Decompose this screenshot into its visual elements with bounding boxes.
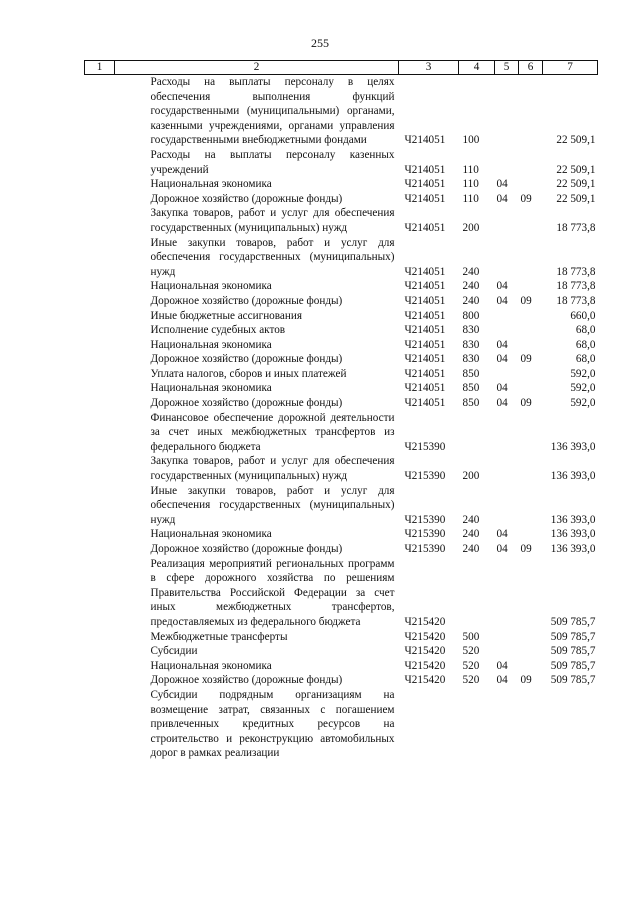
row-section-cell bbox=[495, 323, 519, 338]
column-header-1: 1 bbox=[85, 61, 115, 75]
row-target-code-cell: Ч215390 bbox=[404, 543, 446, 555]
row-expense-type-cell bbox=[459, 688, 495, 761]
row-subsection-cell bbox=[519, 659, 543, 674]
table-row bbox=[85, 673, 598, 688]
row-amount-cell: 18 773,8 bbox=[556, 294, 596, 307]
row-amount-cell: 68,0 bbox=[575, 324, 596, 337]
row-section-cell bbox=[495, 630, 519, 645]
table-body bbox=[85, 75, 598, 761]
row-name-cell: Иные бюджетные ассигнования bbox=[150, 309, 302, 322]
row-section-cell bbox=[495, 206, 519, 235]
row-target-code-cell: Ч214051 bbox=[404, 309, 446, 322]
row-spacer-cell bbox=[85, 630, 115, 645]
table-row bbox=[85, 75, 598, 148]
table-row bbox=[85, 630, 598, 645]
row-target-code-cell: Ч215420 bbox=[404, 674, 446, 687]
row-target-code-cell: Ч214051 bbox=[404, 397, 446, 410]
row-amount-cell: 136 393,0 bbox=[550, 513, 596, 526]
row-expense-type-cell: 240 bbox=[462, 294, 480, 307]
row-section-cell bbox=[495, 557, 519, 630]
row-target-code-cell: Ч215420 bbox=[404, 659, 446, 672]
row-amount-cell: 22 509,1 bbox=[556, 178, 596, 191]
table-row bbox=[85, 294, 598, 309]
row-amount-cell: 18 773,8 bbox=[556, 280, 596, 293]
row-spacer-cell bbox=[85, 294, 115, 309]
row-spacer-cell bbox=[85, 309, 115, 324]
row-spacer-cell bbox=[85, 557, 115, 630]
row-subsection-cell bbox=[519, 236, 543, 280]
row-spacer-cell bbox=[85, 527, 115, 542]
row-target-code-cell: Ч214051 bbox=[404, 265, 446, 278]
table-row bbox=[85, 542, 598, 557]
row-expense-type-cell: 240 bbox=[462, 528, 480, 541]
row-target-code-cell bbox=[399, 688, 459, 761]
row-subsection-cell bbox=[519, 454, 543, 483]
row-subsection-cell bbox=[519, 411, 543, 455]
row-subsection-cell: 09 bbox=[520, 192, 532, 205]
row-name-cell: Дорожное хозяйство (дорожные фонды) bbox=[150, 353, 343, 366]
row-amount-cell: 592,0 bbox=[570, 397, 596, 410]
row-amount-cell: 22 509,1 bbox=[556, 163, 596, 176]
row-target-code-cell: Ч215390 bbox=[404, 440, 446, 453]
row-target-code-cell: Ч214051 bbox=[404, 294, 446, 307]
column-header-7: 7 bbox=[543, 61, 598, 75]
row-name-cell: Национальная экономика bbox=[150, 382, 272, 395]
row-spacer-cell bbox=[85, 192, 115, 207]
row-amount-cell: 136 393,0 bbox=[550, 528, 596, 541]
row-expense-type-cell: 800 bbox=[462, 309, 480, 322]
row-expense-type-cell: 830 bbox=[462, 338, 480, 351]
row-spacer-cell bbox=[85, 323, 115, 338]
row-name-cell: Уплата налогов, сборов и иных платежей bbox=[150, 367, 347, 380]
table-row bbox=[85, 396, 598, 411]
row-section-cell: 04 bbox=[496, 543, 508, 555]
row-target-code-cell: Ч215390 bbox=[404, 513, 446, 526]
row-expense-type-cell: 110 bbox=[462, 178, 479, 191]
row-expense-type-cell: 520 bbox=[462, 645, 480, 658]
row-subsection-cell bbox=[519, 557, 543, 630]
table-row bbox=[85, 236, 598, 280]
row-target-code-cell: Ч214051 bbox=[404, 221, 446, 234]
row-target-code-cell: Ч214051 bbox=[404, 324, 446, 337]
row-expense-type-cell: 520 bbox=[462, 674, 480, 687]
row-subsection-cell bbox=[519, 148, 543, 177]
row-name-cell: Расходы на выплаты персоналу казенных учреждений bbox=[150, 148, 395, 176]
table-row bbox=[85, 411, 598, 455]
row-expense-type-cell: 850 bbox=[462, 367, 480, 380]
column-header-4: 4 bbox=[459, 61, 495, 75]
row-section-cell bbox=[495, 148, 519, 177]
row-expense-type-cell: 200 bbox=[462, 470, 480, 483]
row-subsection-cell bbox=[519, 177, 543, 192]
row-subsection-cell: 09 bbox=[520, 397, 532, 410]
table-row bbox=[85, 279, 598, 294]
row-spacer-cell bbox=[85, 688, 115, 761]
row-section-cell: 04 bbox=[496, 397, 508, 410]
row-spacer-cell bbox=[85, 673, 115, 688]
table-row bbox=[85, 309, 598, 324]
row-amount-cell: 509 785,7 bbox=[550, 659, 596, 672]
row-amount-cell: 22 509,1 bbox=[556, 192, 596, 205]
row-name-cell: Национальная экономика bbox=[150, 338, 272, 351]
row-subsection-cell: 09 bbox=[520, 353, 532, 366]
row-section-cell bbox=[495, 644, 519, 659]
row-target-code-cell: Ч215420 bbox=[404, 615, 446, 628]
row-section-cell bbox=[495, 309, 519, 324]
row-spacer-cell bbox=[85, 177, 115, 192]
row-amount-cell: 68,0 bbox=[575, 353, 596, 366]
row-amount-cell: 136 393,0 bbox=[550, 543, 596, 555]
row-name-cell: Исполнение судебных актов bbox=[150, 324, 286, 337]
row-expense-type-cell: 110 bbox=[462, 163, 479, 176]
row-section-cell bbox=[495, 454, 519, 483]
row-expense-type-cell: 500 bbox=[462, 630, 480, 643]
row-name-cell: Закупка товаров, работ и услуг для обеспечения государственных (муниципальных) нужд bbox=[150, 207, 395, 234]
row-name-cell: Субсидии bbox=[150, 645, 198, 658]
table-row bbox=[85, 557, 598, 630]
row-expense-type-cell: 240 bbox=[462, 513, 480, 526]
row-target-code-cell: Ч215420 bbox=[404, 630, 446, 643]
row-subsection-cell: 09 bbox=[520, 674, 532, 687]
row-target-code-cell: Ч214051 bbox=[404, 338, 446, 351]
row-target-code-cell: Ч214051 bbox=[404, 280, 446, 293]
table-row bbox=[85, 454, 598, 483]
row-expense-type-cell: 520 bbox=[462, 659, 480, 672]
row-subsection-cell bbox=[519, 75, 543, 148]
row-amount-cell: 509 785,7 bbox=[550, 630, 596, 643]
row-name-cell: Национальная экономика bbox=[150, 178, 272, 191]
row-spacer-cell bbox=[85, 206, 115, 235]
row-subsection-cell bbox=[519, 688, 543, 761]
row-name-cell: Национальная экономика bbox=[150, 659, 272, 672]
row-spacer-cell bbox=[85, 454, 115, 483]
row-section-cell bbox=[495, 75, 519, 148]
row-expense-type-cell: 100 bbox=[462, 134, 480, 147]
row-subsection-cell bbox=[519, 279, 543, 294]
row-amount-cell: 592,0 bbox=[570, 382, 596, 395]
row-subsection-cell bbox=[519, 338, 543, 353]
table-row bbox=[85, 527, 598, 542]
row-target-code-cell: Ч214051 bbox=[404, 134, 446, 147]
row-spacer-cell bbox=[85, 148, 115, 177]
row-name-cell: Дорожное хозяйство (дорожные фонды) bbox=[150, 674, 343, 687]
row-subsection-cell bbox=[519, 630, 543, 645]
row-spacer-cell bbox=[85, 542, 115, 557]
table-row bbox=[85, 177, 598, 192]
row-section-cell bbox=[495, 367, 519, 382]
row-amount-cell: 18 773,8 bbox=[556, 221, 596, 234]
row-spacer-cell bbox=[85, 75, 115, 148]
row-subsection-cell bbox=[519, 484, 543, 528]
row-spacer-cell bbox=[85, 367, 115, 382]
row-expense-type-cell: 240 bbox=[462, 543, 480, 555]
row-amount-cell: 18 773,8 bbox=[556, 265, 596, 278]
table-row bbox=[85, 659, 598, 674]
row-expense-type-cell: 200 bbox=[462, 221, 480, 234]
row-target-code-cell: Ч215390 bbox=[404, 470, 446, 483]
row-name-cell: Субсидии подрядным организациям на возмещение затрат, связанных с погашением привлеченных кредитных ресурсов на строительство и реконструкцию автомобильных дорог в рамках реализации bbox=[150, 688, 395, 760]
row-amount-cell: 660,0 bbox=[570, 309, 596, 322]
row-section-cell bbox=[495, 236, 519, 280]
row-section-cell: 04 bbox=[496, 192, 508, 205]
row-name-cell: Дорожное хозяйство (дорожные фонды) bbox=[150, 397, 343, 410]
row-name-cell: Национальная экономика bbox=[150, 280, 272, 293]
row-section-cell: 04 bbox=[496, 353, 508, 366]
row-subsection-cell bbox=[519, 309, 543, 324]
row-section-cell bbox=[495, 484, 519, 528]
row-target-code-cell: Ч215420 bbox=[404, 645, 446, 658]
row-name-cell: Дорожное хозяйство (дорожные фонды) bbox=[150, 192, 343, 205]
row-amount-cell: 136 393,0 bbox=[550, 440, 596, 453]
row-expense-type-cell: 830 bbox=[462, 324, 480, 337]
row-section-cell: 04 bbox=[496, 338, 508, 351]
row-section-cell: 04 bbox=[496, 528, 508, 541]
row-spacer-cell bbox=[85, 236, 115, 280]
row-section-cell: 04 bbox=[496, 280, 508, 293]
page-number: 255 bbox=[311, 36, 329, 50]
row-expense-type-cell: 850 bbox=[462, 382, 480, 395]
table-row bbox=[85, 688, 598, 761]
row-expense-type-cell bbox=[459, 557, 495, 630]
row-name-cell: Закупка товаров, работ и услуг для обеспечения государственных (муниципальных) нужд bbox=[150, 455, 395, 483]
header-row bbox=[85, 61, 598, 75]
row-name-cell: Национальная экономика bbox=[150, 528, 272, 541]
table-row bbox=[85, 338, 598, 353]
column-header-6: 6 bbox=[519, 61, 543, 75]
row-subsection-cell bbox=[519, 367, 543, 382]
table-row bbox=[85, 148, 598, 177]
table-row bbox=[85, 323, 598, 338]
row-name-cell: Иные закупки товаров, работ и услуг для обеспечения государственных (муниципальных) нужд bbox=[150, 484, 395, 526]
row-name-cell: Дорожное хозяйство (дорожные фонды) bbox=[150, 543, 343, 555]
row-spacer-cell bbox=[85, 352, 115, 367]
row-expense-type-cell bbox=[459, 411, 495, 455]
row-spacer-cell bbox=[85, 411, 115, 455]
row-subsection-cell bbox=[519, 206, 543, 235]
row-spacer-cell bbox=[85, 484, 115, 528]
row-expense-type-cell: 240 bbox=[462, 280, 480, 293]
row-amount-cell: 509 785,7 bbox=[550, 615, 596, 628]
row-amount-cell: 509 785,7 bbox=[550, 645, 596, 658]
row-expense-type-cell: 240 bbox=[462, 265, 480, 278]
row-amount-cell: 22 509,1 bbox=[556, 134, 596, 147]
row-section-cell: 04 bbox=[496, 294, 508, 307]
row-name-cell: Финансовое обеспечение дорожной деятельности за счет иных межбюджетных трансфертов из федерального бюджета bbox=[150, 411, 395, 453]
row-spacer-cell bbox=[85, 644, 115, 659]
budget-table bbox=[84, 60, 598, 761]
row-expense-type-cell: 830 bbox=[462, 353, 480, 366]
table-row bbox=[85, 352, 598, 367]
row-spacer-cell bbox=[85, 396, 115, 411]
row-subsection-cell bbox=[519, 381, 543, 396]
row-subsection-cell bbox=[519, 323, 543, 338]
row-amount-cell: 136 393,0 bbox=[550, 470, 596, 483]
row-name-cell: Реализация мероприятий региональных программ в сфере дорожного хозяйства по решениям Правительства Российской Федерации за счет иных межбюджетных трансфертов, предоставляемых из федерального бюджета bbox=[150, 557, 395, 628]
row-section-cell: 04 bbox=[496, 382, 508, 395]
row-subsection-cell: 09 bbox=[520, 543, 532, 555]
row-subsection-cell bbox=[519, 527, 543, 542]
column-header-5: 5 bbox=[495, 61, 519, 75]
table-row bbox=[85, 644, 598, 659]
row-name-cell: Дорожное хозяйство (дорожные фонды) bbox=[150, 294, 343, 307]
row-subsection-cell: 09 bbox=[520, 294, 532, 307]
row-target-code-cell: Ч214051 bbox=[404, 353, 446, 366]
table-row bbox=[85, 484, 598, 528]
column-header-3: 3 bbox=[399, 61, 459, 75]
row-section-cell bbox=[495, 411, 519, 455]
row-target-code-cell: Ч214051 bbox=[404, 163, 446, 176]
row-target-code-cell: Ч214051 bbox=[404, 382, 446, 395]
row-name-cell: Межбюджетные трансферты bbox=[150, 630, 288, 643]
column-header-2: 2 bbox=[115, 61, 399, 75]
table-row bbox=[85, 206, 598, 235]
row-spacer-cell bbox=[85, 659, 115, 674]
row-target-code-cell: Ч214051 bbox=[404, 178, 446, 191]
row-expense-type-cell: 850 bbox=[462, 397, 480, 410]
row-name-cell: Расходы на выплаты персоналу в целях обеспечения выполнения функций государственными (муниципальными) органами, казенными учреждениями, органами управления государственными внебюджетными фондами bbox=[150, 76, 395, 147]
row-spacer-cell bbox=[85, 381, 115, 396]
row-section-cell: 04 bbox=[496, 659, 508, 672]
row-name-cell: Иные закупки товаров, работ и услуг для обеспечения государственных (муниципальных) нужд bbox=[150, 236, 395, 278]
row-target-code-cell: Ч214051 bbox=[404, 367, 446, 380]
row-amount-cell bbox=[543, 688, 598, 761]
row-section-cell: 04 bbox=[496, 178, 508, 191]
row-target-code-cell: Ч214051 bbox=[404, 192, 446, 205]
row-spacer-cell bbox=[85, 279, 115, 294]
row-section-cell bbox=[495, 688, 519, 761]
row-expense-type-cell: 110 bbox=[462, 192, 479, 205]
table-row bbox=[85, 367, 598, 382]
row-amount-cell: 68,0 bbox=[575, 338, 596, 351]
row-amount-cell: 592,0 bbox=[570, 367, 596, 380]
row-spacer-cell bbox=[85, 338, 115, 353]
row-subsection-cell bbox=[519, 644, 543, 659]
table-row bbox=[85, 381, 598, 396]
row-section-cell: 04 bbox=[496, 674, 508, 687]
row-amount-cell: 509 785,7 bbox=[550, 674, 596, 687]
table-row bbox=[85, 192, 598, 207]
row-target-code-cell: Ч215390 bbox=[404, 528, 446, 541]
